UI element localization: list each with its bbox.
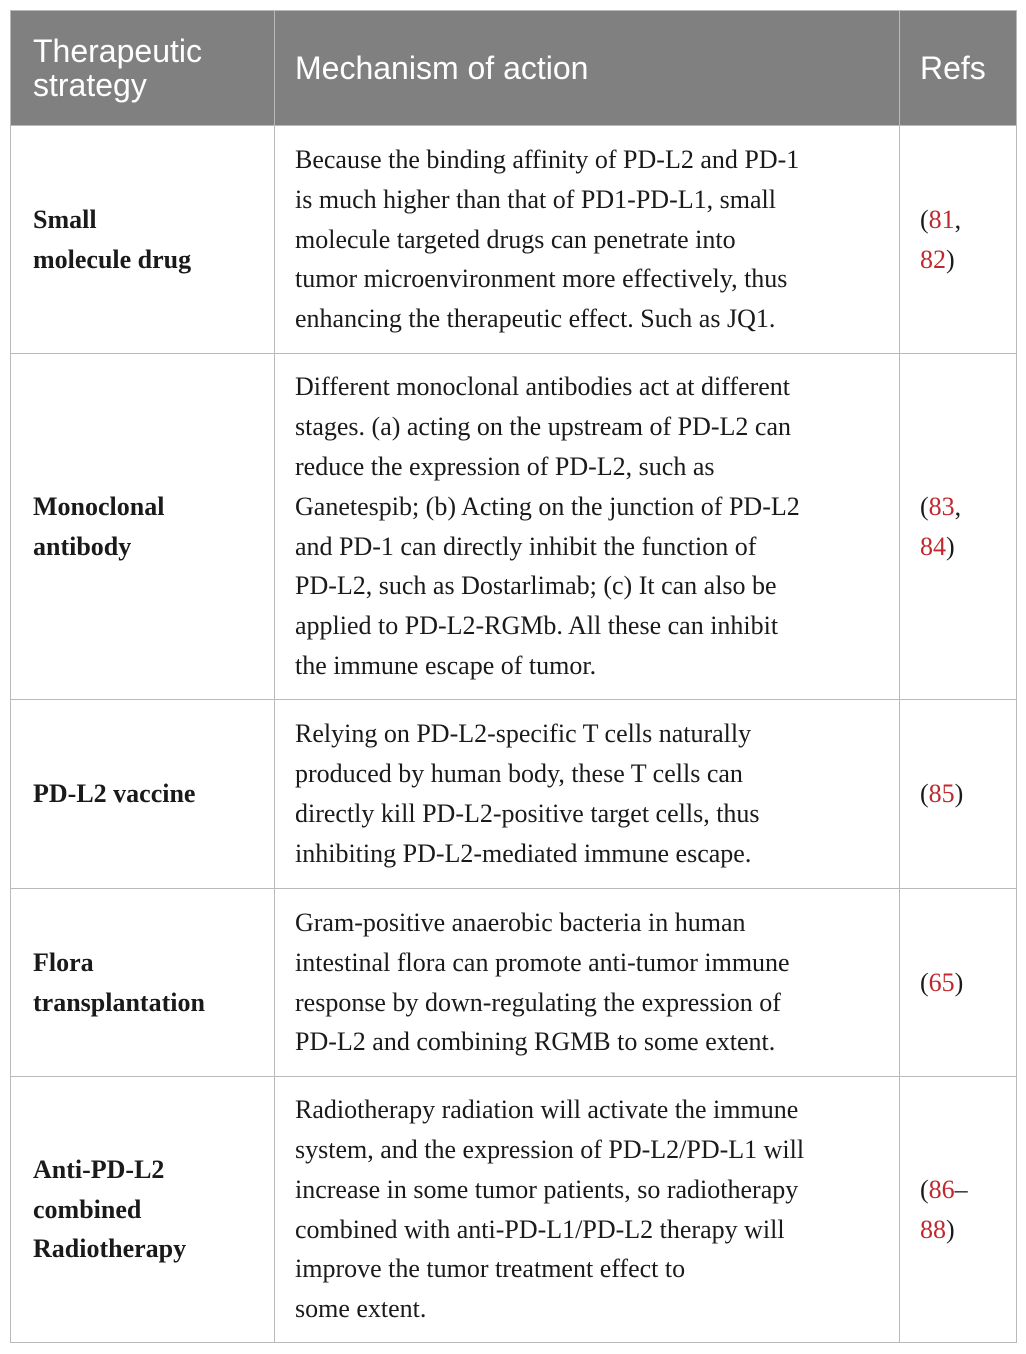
mechanism-line: stages. (a) acting on the upstream of PD-L2 can [295, 412, 792, 442]
mechanism-cell [275, 126, 900, 354]
mechanism-line: combined with anti-PD-L1/PD-L2 therapy will [295, 1214, 785, 1244]
mechanism-line: intestinal flora can promote anti-tumor immune [295, 947, 790, 977]
ref-link[interactable]: 83 [928, 491, 955, 521]
ref-paren: ) [946, 1214, 955, 1244]
mechanism-line: produced by human body, these T cells can [295, 759, 743, 789]
ref-link[interactable]: 82 [920, 244, 946, 274]
mechanism-line: the immune escape of tumor. [295, 650, 597, 680]
header-strategy-line: strategy [33, 67, 147, 103]
strategy-line: Radiotherapy [33, 1234, 187, 1264]
ref-separator: , [954, 204, 962, 234]
ref-paren: ( [920, 491, 929, 521]
ref-paren: ( [920, 779, 929, 809]
strategy-line: Anti-PD-L2 [33, 1154, 165, 1184]
strategy-cell [11, 354, 275, 700]
refs-cell [900, 889, 1017, 1077]
therapy-table [10, 10, 1017, 1343]
mechanism-line: Relying on PD-L2-specific T cells naturally [295, 719, 752, 749]
strategy-line: transplantation [33, 987, 205, 1017]
mechanism-line: PD-L2, such as Dostarlimab; (c) It can also be [295, 571, 777, 601]
ref-link[interactable]: 65 [928, 967, 955, 997]
refs-cell [900, 700, 1017, 889]
mechanism-line: Radiotherapy radiation will activate the immune [295, 1095, 799, 1125]
header-row [11, 11, 1017, 126]
mechanism-line: Ganetespib; (b) Acting on the junction of PD-L2 [295, 491, 800, 521]
ref-paren: ( [920, 1174, 929, 1204]
mechanism-line: inhibiting PD-L2-mediated immune escape. [295, 838, 752, 868]
mechanism-line: tumor microenvironment more effectively, thus [295, 264, 788, 294]
ref-link[interactable]: 86 [928, 1174, 955, 1204]
strategy-cell [11, 1077, 275, 1343]
table-row [11, 700, 1017, 889]
mechanism-line: some extent. [295, 1294, 427, 1324]
table-row [11, 126, 1017, 354]
mechanism-line: increase in some tumor patients, so radiotherapy [295, 1174, 799, 1204]
table-row [11, 354, 1017, 700]
mechanism-line: Different monoclonal antibodies act at different [295, 372, 791, 402]
header-mechanism: Mechanism of action [275, 11, 900, 126]
mechanism-cell [275, 354, 900, 700]
header-refs: Refs [900, 11, 1017, 126]
header-strategy [11, 11, 275, 126]
ref-link[interactable]: 81 [928, 204, 955, 234]
mechanism-line: system, and the expression of PD-L2/PD-L1 will [295, 1134, 805, 1164]
strategy-line: antibody [33, 531, 132, 561]
mechanism-line: applied to PD-L2-RGMb. All these can inhibit [295, 611, 779, 641]
strategy-line: combined [33, 1194, 142, 1224]
strategy-line: PD-L2 vaccine [33, 779, 196, 809]
ref-paren: ) [946, 531, 955, 561]
strategy-line: molecule drug [33, 244, 192, 274]
mechanism-line: Because the binding affinity of PD-L2 and PD-1 [295, 145, 800, 174]
strategy-cell [11, 700, 275, 889]
ref-paren: ) [946, 244, 955, 274]
strategy-line: Small [33, 204, 97, 234]
mechanism-line: PD-L2 and combining RGMB to some extent. [295, 1027, 776, 1057]
table-row [11, 889, 1017, 1077]
therapy-table-container [10, 10, 1016, 1343]
mechanism-cell [275, 700, 900, 889]
strategy-cell [11, 126, 275, 354]
ref-paren: ) [954, 779, 964, 809]
ref-paren: ( [920, 967, 929, 997]
strategy-line: Flora [33, 947, 94, 977]
refs-cell [900, 1077, 1017, 1343]
ref-link[interactable]: 84 [920, 531, 946, 561]
header-strategy-line: Therapeutic [33, 33, 202, 69]
ref-link[interactable]: 85 [928, 779, 955, 809]
ref-separator: – [954, 1174, 968, 1204]
mechanism-line: reduce the expression of PD-L2, such as [295, 451, 715, 481]
mechanism-line: and PD-1 can directly inhibit the function of [295, 531, 757, 561]
strategy-line: Monoclonal [33, 491, 165, 521]
refs-cell [900, 354, 1017, 700]
mechanism-line: directly kill PD-L2-positive target cells, thus [295, 799, 760, 828]
mechanism-cell [275, 1077, 900, 1343]
mechanism-cell [275, 889, 900, 1077]
ref-separator: , [954, 491, 962, 521]
ref-paren: ( [920, 204, 929, 234]
ref-paren: ) [954, 967, 964, 997]
mechanism-line: Gram-positive anaerobic bacteria in human [295, 907, 746, 937]
mechanism-line: is much higher than that of PD1-PD-L1, small [295, 184, 776, 214]
mechanism-line: response by down-regulating the expression of [295, 987, 781, 1017]
mechanism-line: enhancing the therapeutic effect. Such as JQ1. [295, 304, 776, 334]
mechanism-line: molecule targeted drugs can penetrate into [295, 224, 736, 254]
table-row [11, 1077, 1017, 1343]
mechanism-line: improve the tumor treatment effect to [295, 1254, 686, 1284]
refs-cell [900, 126, 1017, 354]
strategy-cell [11, 889, 275, 1077]
ref-link[interactable]: 88 [920, 1214, 946, 1244]
